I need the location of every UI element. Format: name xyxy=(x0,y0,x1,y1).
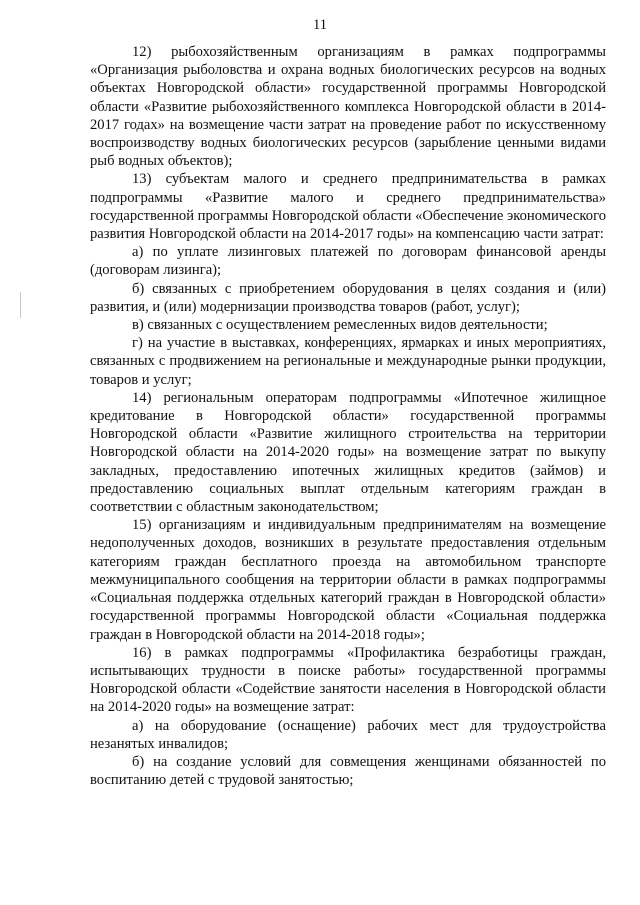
paragraph-item-14: 14) региональным операторам подпрограммы «Ипотечное жилищное кредитование в Новгородской области» государственной программы Новгородской области «Развитие жилищного строительства на территории Новгородской области на 2014-2020 годы» на возмещение затрат по выкупу закладных, предоставлению ипотечных жилищных кредитов (займов) и предоставлению социальных выплат отдельным категориям граждан в соответствии с областным законодательством; xyxy=(90,389,606,516)
scan-margin-mark xyxy=(20,292,21,318)
paragraph-item-13d: г) на участие в выставках, конференциях, ярмарках и иных мероприятиях, связанных с продвижением на региональные и международные рынки продукции, товаров и услуг; xyxy=(90,335,606,388)
paragraph-item-16a: а) на оборудование (оснащение) рабочих мест для трудоустройства незанятых инвалидов; xyxy=(90,717,606,752)
document-body xyxy=(90,43,606,789)
paragraph-item-15: 15) организациям и индивидуальным предпринимателям на возмещение недополученных доходов, возникших в результате предоставления отдельным категориям граждан бесплатного проезда на автомобильном транспорте межмуниципального сообщения на территории области в рамках подпрограммы «Социальная поддержка отдельных категорий граждан в Новгородской области» государственной программы Новгородской области «Социальная поддержка граждан в Новгородской области на 2014-2018 годы»; xyxy=(90,517,606,643)
paragraph-item-16b: б) на создание условий для совмещения женщинами обязанностей по воспитанию детей с трудовой занятостью; xyxy=(90,753,606,789)
paragraph-item-13c: в) связанных с осуществлением ремесленных видов деятельности; xyxy=(132,317,548,334)
paragraph-item-16: 16) в рамках подпрограммы «Профилактика безработицы граждан, испытывающих трудности в поиске работы» государственной программы Новгородской области «Содействие занятости населения в Новгородской области на 2014-2020 годы» на возмещение затрат: xyxy=(90,644,606,716)
paragraph-item-13a: а) по уплате лизинговых платежей по договорам финансовой аренды (договорам лизинга); xyxy=(90,244,606,279)
paragraph-item-13: 13) субъектам малого и среднего предпринимательства в рамках подпрограммы «Развитие малого и среднего предпринимательства» государственной программы Новгородской области «Обеспечение экономического развития Новгородской области на 2014-2017 годы» на компенсацию части затрат: xyxy=(90,171,606,243)
paragraph-item-13b: б) связанных с приобретением оборудования в целях создания и (или) развития, и (или) модернизации производства товаров (работ, услуг); xyxy=(90,280,606,315)
page-number: 11 xyxy=(313,17,327,33)
paragraph-item-12: 12) рыбохозяйственным организациям в рамках подпрограммы «Организация рыболовства и охрана водных биологических ресурсов на водных объектах Новгородской области» государственной программы Новгородской области «Развитие рыбохозяйственного комплекса Новгородской области в 2014-2017 годах» на возмещение части затрат на проведение работ по искусственному воспроизводству водных биологических ресурсов (зарыбление ценными видами рыб водных объектов); xyxy=(90,44,606,170)
